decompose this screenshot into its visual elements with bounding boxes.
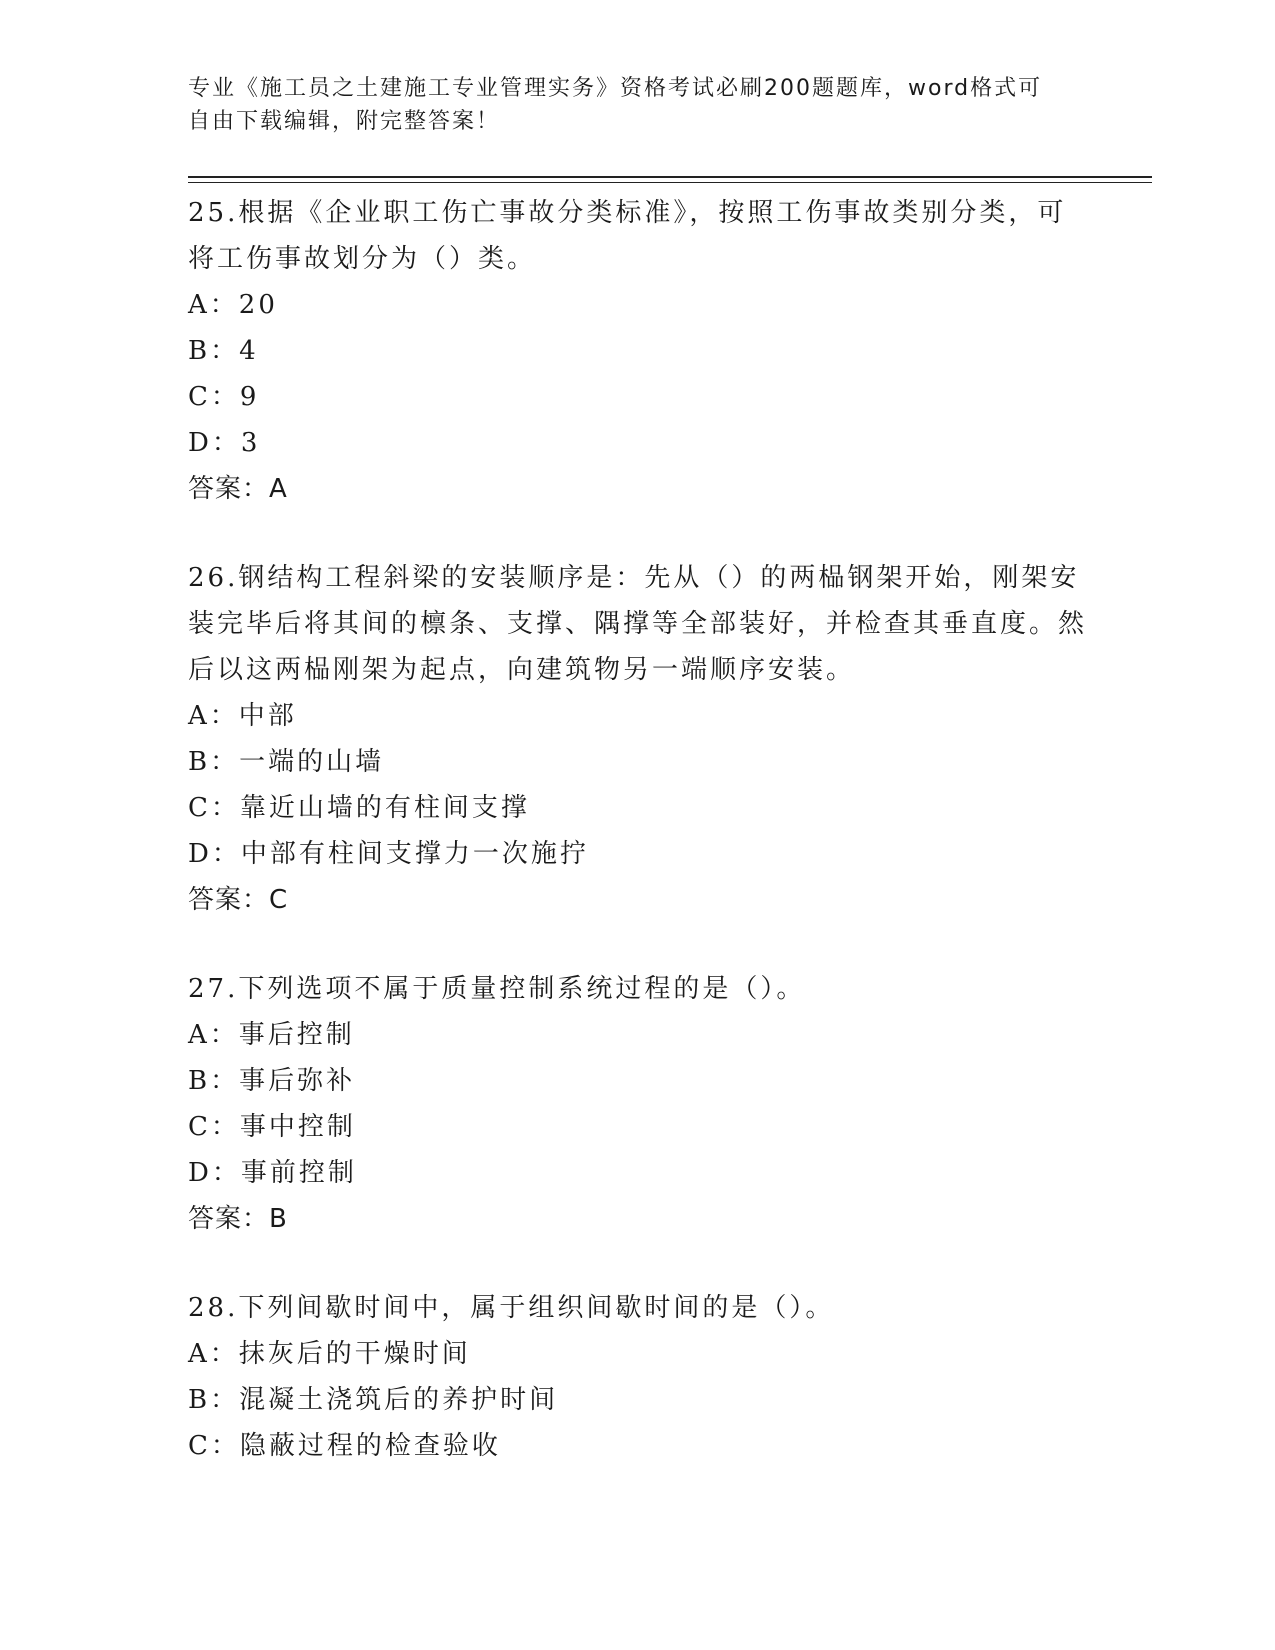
option-a: A：20 <box>188 290 278 320</box>
header-line-2: 自由下载编辑，附完整答案！ <box>188 109 501 134</box>
question-list <box>188 190 1088 1512</box>
option-d: D：事前控制 <box>188 1158 357 1188</box>
option-a: A：中部 <box>188 701 297 731</box>
header-line-1: 专业《施工员之土建施工专业管理实务》资格考试必刷200题题库，word格式可 <box>188 76 1043 101</box>
option-c: C：9 <box>188 382 260 412</box>
option-d: D：中部有柱间支撑力一次施拧 <box>188 839 589 869</box>
option-b: B：4 <box>188 336 259 366</box>
document-header <box>188 72 1068 138</box>
header-divider-thick <box>188 176 1152 178</box>
question-stem: 25.根据《企业职工伤亡事故分类标准》，按照工伤事故类别分类，可将工伤事故划分为（）类。 <box>188 198 1067 274</box>
answer-key: 答案：C <box>188 885 289 915</box>
option-b: B：混凝土浇筑后的养护时间 <box>188 1385 559 1415</box>
option-c: C：靠近山墙的有柱间支撑 <box>188 793 530 823</box>
answer-key: 答案：B <box>188 1204 288 1234</box>
question-26 <box>188 555 1088 923</box>
question-25 <box>188 190 1088 512</box>
option-a: A：事后控制 <box>188 1020 355 1050</box>
question-28 <box>188 1285 1088 1469</box>
option-b: B：事后弥补 <box>188 1066 356 1096</box>
option-a: A：抹灰后的干燥时间 <box>188 1339 471 1369</box>
header-divider-thin <box>188 182 1152 183</box>
option-b: B：一端的山墙 <box>188 747 385 777</box>
question-27 <box>188 966 1088 1242</box>
question-stem: 27.下列选项不属于质量控制系统过程的是（）。 <box>188 974 806 1004</box>
question-stem: 28.下列间歇时间中，属于组织间歇时间的是（）。 <box>188 1293 835 1323</box>
option-d: D：3 <box>188 428 261 458</box>
question-stem: 26.钢结构工程斜梁的安装顺序是：先从（）的两榀钢架开始，刚架安装完毕后将其间的檩条、支撑、隅撑等全部装好，并检查其垂直度。然后以这两榀刚架为起点，向建筑物另一端顺序安装。 <box>188 563 1088 685</box>
option-c: C：隐蔽过程的检查验收 <box>188 1431 501 1461</box>
answer-key: 答案：A <box>188 474 288 504</box>
option-c: C：事中控制 <box>188 1112 356 1142</box>
